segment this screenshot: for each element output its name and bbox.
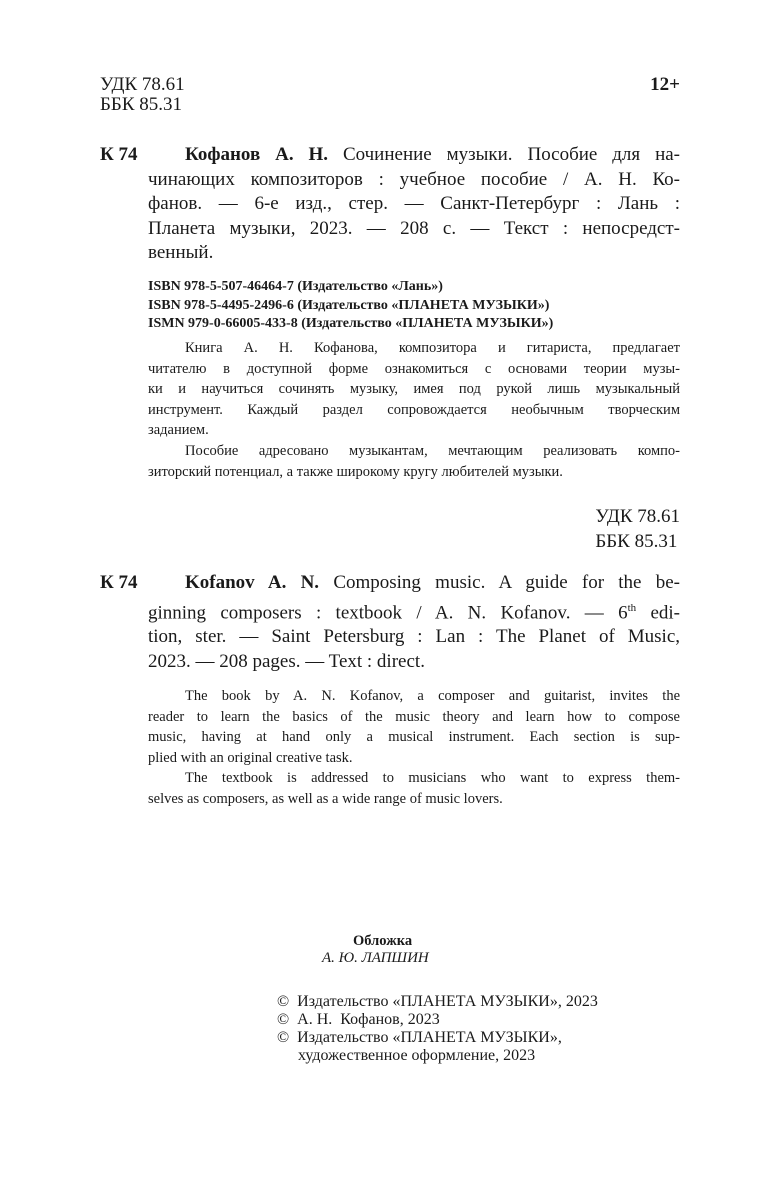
en-bibliographic-entry	[148, 571, 680, 674]
cover-label: Обложка	[353, 933, 413, 949]
superscript: th	[627, 601, 637, 614]
en-abstract	[148, 686, 680, 810]
ru-entry-line: венный.	[148, 242, 214, 263]
ru-bibliographic-entry	[148, 143, 680, 266]
ru-abstract	[148, 338, 680, 482]
en-abstract-line: selves as composers, as well as a wide range of music lovers.	[148, 790, 503, 807]
udk-bbk-header	[100, 73, 185, 117]
bbk: ББК 85.31	[100, 93, 182, 115]
isbn-list	[148, 278, 553, 334]
en-entry-line: ginning composers : textbook / A. N. Kofanov. — 6	[148, 601, 628, 623]
ru-abstract-line: Пособие адресовано музыкантам, мечтающим реализовать компо-	[185, 442, 680, 459]
udk: УДК 78.61	[595, 506, 680, 527]
copyright-block	[277, 993, 598, 1065]
copyright-symbol: ©	[277, 993, 290, 1010]
copyright-line: художественное оформление, 2023	[298, 1047, 536, 1064]
en-abstract-line: reader to learn the basics of the music theory and learn how to compose	[148, 708, 680, 725]
en-entry-line: edi-	[636, 601, 680, 623]
ru-abstract-line: заданием.	[148, 422, 209, 439]
index-right	[595, 505, 680, 554]
isbn-line: ISBN 978-5-507-46464-7 (Издательство «Лань»)	[148, 279, 443, 294]
ru-entry-line: Сочинение музыки. Пособие для на-	[342, 144, 680, 165]
ru-abstract-line: инструмент. Каждый раздел сопровождается необычным творческим	[148, 401, 680, 418]
en-abstract-line: music, having at hand only a musical instrument. Each section is sup-	[148, 729, 680, 746]
ru-abstract-line: читателю в доступной форме ознакомиться с основами теории музы-	[148, 360, 680, 377]
en-entry-line: 2023. — 208 pages. — Text : direct.	[148, 650, 425, 672]
ru-entry-line: фанов. — 6-е изд., стер. — Санкт-Петербург : Лань :	[148, 193, 680, 214]
copyright-symbol: ©	[277, 1011, 290, 1028]
en-author: Kofanov A. N.	[185, 572, 320, 593]
copyright-line: Издательство «ПЛАНЕТА МУЗЫКИ»,	[297, 1029, 562, 1046]
en-abstract-line: The textbook is addressed to musicians who want to express them-	[185, 770, 680, 787]
bbk: ББК 85.31	[595, 530, 678, 552]
ru-abstract-line: зиторский потенциал, а также широкому кругу любителей музыки.	[148, 463, 563, 480]
en-entry-line: Composing music. A guide for the be-	[333, 572, 680, 593]
isbn-line: ISMN 979-0-66005-433-8 (Издательство «ПЛАНЕТА МУЗЫКИ»)	[148, 316, 554, 331]
ru-author: Кофанов А. Н.	[185, 144, 329, 165]
ru-abstract-line: Книга А. Н. Кофанова, композитора и гитариста, предлагает	[185, 340, 680, 356]
copyright-symbol: ©	[277, 1029, 290, 1046]
age-rating: 12+	[650, 74, 680, 95]
ru-entry-line: Планета музыки, 2023. — 208 с. — Текст : непосредст-	[148, 217, 680, 239]
ru-abstract-line: ки и научиться сочинять музыку, имея под рукой лишь музыкальный	[148, 381, 680, 398]
ru-author-code: К 74	[100, 144, 138, 165]
en-abstract-line: plied with an original creative task.	[148, 749, 353, 766]
cover-artist: А. Ю. ЛАПШИН	[322, 950, 429, 966]
en-author-code: К 74	[100, 572, 138, 593]
en-abstract-line: The book by A. N. Kofanov, a composer and guitarist, invites the	[185, 688, 680, 704]
udk: УДК 78.61	[100, 74, 185, 95]
ru-entry-line: чинающих композиторов : учебное пособие / А. Н. Ко-	[148, 168, 680, 190]
copyright-line: Издательство «ПЛАНЕТА МУЗЫКИ», 2023	[297, 993, 598, 1010]
en-entry-line: tion, ster. — Saint Petersburg : Lan : The Planet of Music,	[148, 626, 680, 648]
isbn-line: ISBN 978-5-4495-2496-6 (Издательство «ПЛАНЕТА МУЗЫКИ»)	[148, 297, 550, 313]
copyright-line: А. Н. Кофанов, 2023	[297, 1011, 440, 1028]
